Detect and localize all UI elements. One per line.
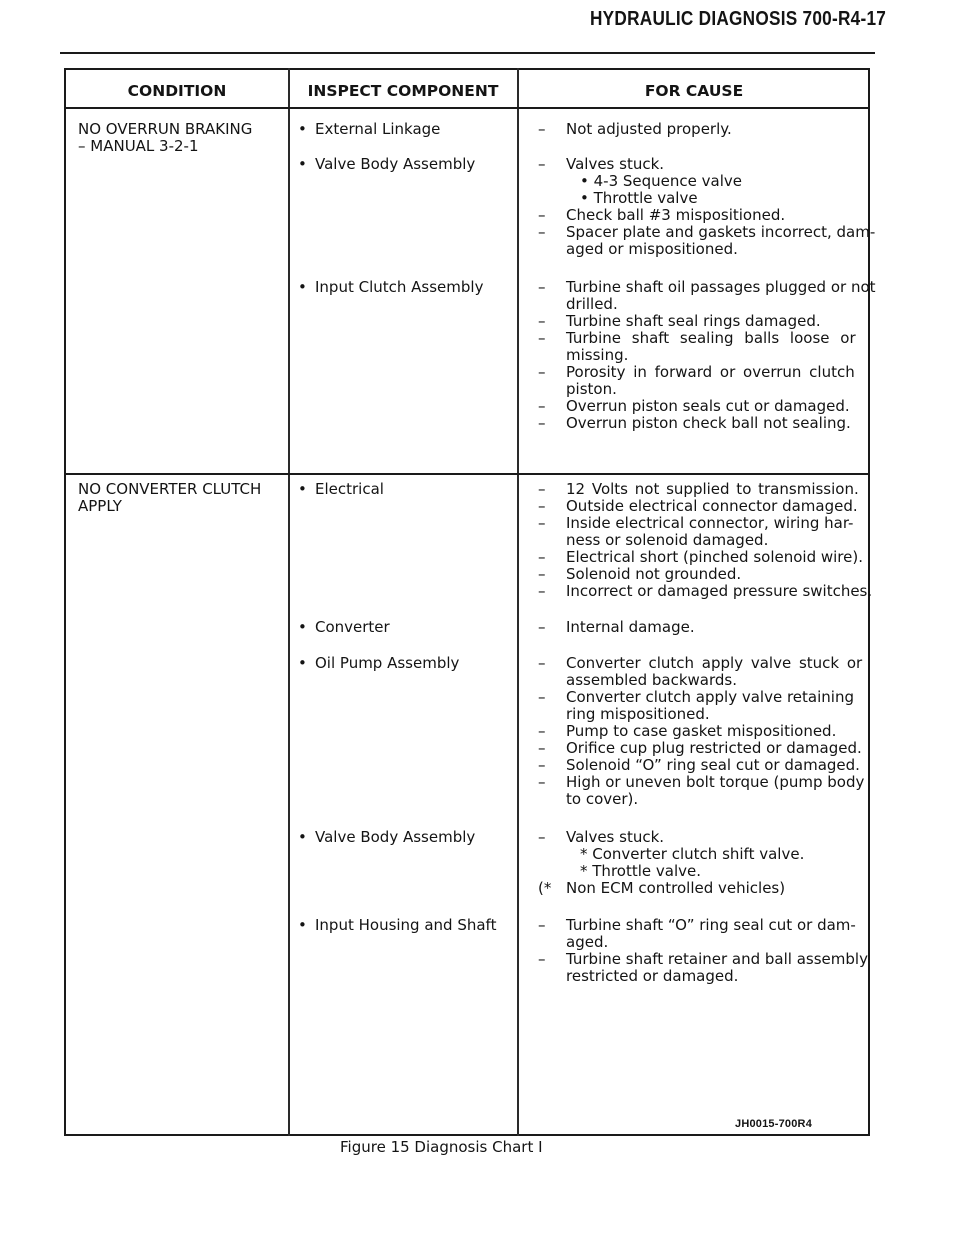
component-input-clutch-assembly: • Input Clutch Assembly — [298, 279, 483, 296]
cause-item: – Outside electrical connector damaged. — [566, 498, 872, 515]
cause-item: – Electrical short (pinched solenoid wire). — [566, 549, 872, 566]
column-divider-1 — [288, 68, 290, 1136]
cause-item: – Turbine shaft retainer and ball assembly — [566, 951, 868, 968]
cause-item: – Overrun piston seals cut or damaged. — [566, 398, 876, 415]
cause-item: – Turbine shaft seal rings damaged. — [566, 313, 876, 330]
cause-subitem: • Throttle valve — [580, 189, 698, 207]
causes-valve-body-2 — [566, 829, 804, 897]
cause-item: – Orifice cup plug restricted or damaged. — [566, 740, 864, 757]
condition-line: – MANUAL 3-2-1 — [78, 137, 199, 155]
cause-continuation: piston. — [566, 380, 617, 398]
cause-item: – Check ball #3 mispositioned. — [566, 207, 875, 224]
cause-subitem: • 4-3 Sequence valve — [580, 172, 742, 190]
condition-2 — [78, 481, 261, 515]
cause-item: – Internal damage. — [566, 619, 695, 636]
cause-item: – Overrun piston check ball not sealing. — [566, 415, 876, 432]
column-divider-2 — [517, 68, 519, 1136]
component-oil-pump-assembly: • Oil Pump Assembly — [298, 655, 459, 672]
cause-item: – Converter clutch apply valve retaining — [566, 689, 864, 706]
figure-caption: Figure 15 Diagnosis Chart I — [340, 1138, 543, 1156]
cause-item: – Not adjusted properly. — [566, 121, 732, 138]
cause-item: – Spacer plate and gaskets incorrect, dam- — [566, 224, 875, 241]
condition-line: NO OVERRUN BRAKING — [78, 120, 253, 138]
column-header-cause: FOR CAUSE — [644, 82, 744, 100]
section-divider — [64, 473, 870, 475]
condition-1 — [78, 121, 252, 155]
causes-input-housing — [566, 917, 868, 985]
cause-continuation: restricted or damaged. — [566, 967, 739, 985]
cause-continuation: ring mispositioned. — [566, 705, 710, 723]
cause-continuation: assembled backwards. — [566, 671, 737, 689]
column-header-condition: CONDITION — [127, 82, 227, 100]
cause-subitem: * Converter clutch shift valve. — [580, 845, 805, 863]
condition-line: APPLY — [78, 497, 122, 515]
cause-continuation: to cover). — [566, 790, 639, 808]
cause-item: – Turbine shaft sealing balls loose or — [566, 330, 876, 347]
causes-electrical — [566, 481, 872, 600]
cause-item: – Valves stuck. — [566, 829, 804, 846]
header-rule — [60, 52, 875, 54]
component-external-linkage: • External Linkage — [298, 121, 440, 138]
component-input-housing-and-shaft: • Input Housing and Shaft — [298, 917, 496, 934]
column-header-rule — [64, 107, 870, 109]
column-header-component: INSPECT COMPONENT — [307, 82, 499, 100]
causes-input-clutch — [566, 279, 876, 432]
cause-item: – Turbine shaft “O” ring seal cut or dam- — [566, 917, 868, 934]
causes-converter — [566, 619, 695, 636]
condition-line: NO CONVERTER CLUTCH — [78, 480, 262, 498]
cause-continuation: missing. — [566, 346, 629, 364]
cause-continuation: ness or solenoid damaged. — [566, 531, 769, 549]
cause-subitem: * Throttle valve. — [580, 862, 701, 880]
component-valve-body-assembly-2: • Valve Body Assembly — [298, 829, 475, 846]
component-converter: • Converter — [298, 619, 390, 636]
causes-valve-body-1 — [566, 156, 875, 258]
cause-item: – Porosity in forward or overrun clutch — [566, 364, 876, 381]
component-valve-body-assembly: • Valve Body Assembly — [298, 156, 475, 173]
causes-external-linkage — [566, 121, 732, 138]
cause-note: (* Non ECM controlled vehicles) — [566, 880, 804, 897]
cause-item: – Solenoid “O” ring seal cut or damaged. — [566, 757, 864, 774]
cause-item: – Solenoid not grounded. — [566, 566, 872, 583]
cause-item: – High or uneven bolt torque (pump body — [566, 774, 864, 791]
cause-item: – Converter clutch apply valve stuck or — [566, 655, 864, 672]
cause-item: – Incorrect or damaged pressure switches. — [566, 583, 872, 600]
cause-continuation: drilled. — [566, 295, 618, 313]
cause-continuation: aged. — [566, 933, 609, 951]
component-electrical: • Electrical — [298, 481, 384, 498]
cause-item: – Inside electrical connector, wiring har- — [566, 515, 872, 532]
page-header: HYDRAULIC DIAGNOSIS 700-R4-17 — [590, 8, 887, 30]
causes-oil-pump — [566, 655, 864, 808]
figure-code: JH0015-700R4 — [735, 1118, 813, 1130]
cause-item: – Pump to case gasket mispositioned. — [566, 723, 864, 740]
cause-item: – Valves stuck. — [566, 156, 875, 173]
cause-item: – 12 Volts not supplied to transmission. — [566, 481, 872, 498]
cause-item: – Turbine shaft oil passages plugged or not — [566, 279, 876, 296]
cause-continuation: aged or mispositioned. — [566, 240, 738, 258]
